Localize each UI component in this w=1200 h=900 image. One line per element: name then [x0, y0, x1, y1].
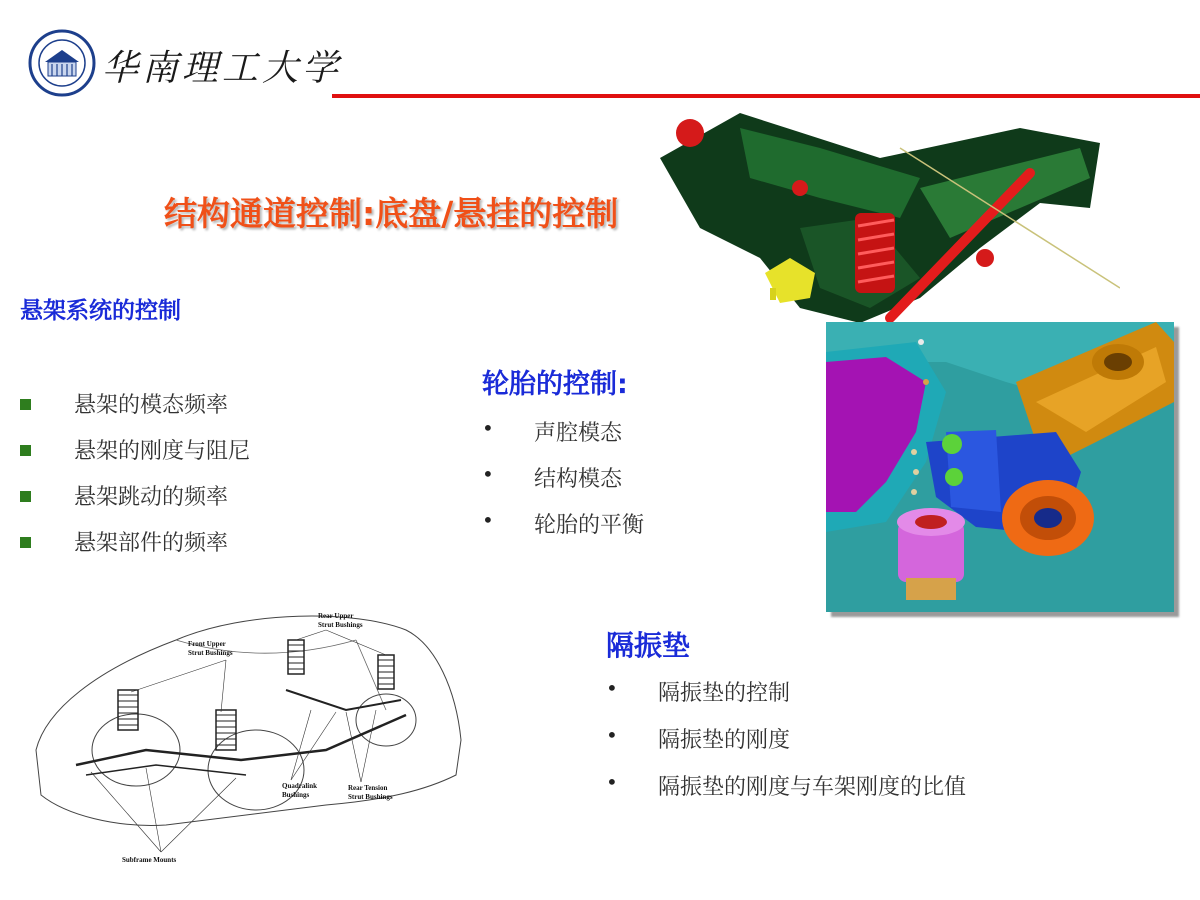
header-divider	[332, 94, 1200, 98]
dot-bullet-icon: •	[482, 508, 494, 532]
dot-bullet-icon: •	[482, 462, 494, 486]
label-rear-tension-1: Rear Tension	[348, 784, 388, 792]
label-front-upper-2: Strut Bushings	[188, 649, 233, 657]
dot-bullet-icon: •	[482, 416, 494, 440]
square-bullet-icon	[20, 537, 31, 548]
university-seal-icon	[28, 28, 102, 98]
label-rear-upper-1: Rear Upper	[318, 612, 354, 620]
square-bullet-icon	[20, 491, 31, 502]
suspension-heading: 悬架系统的控制	[20, 298, 181, 324]
square-bullet-icon	[20, 399, 31, 410]
car-suspension-diagram	[26, 600, 466, 870]
bushing-bracket-image	[826, 322, 1174, 612]
isolator-heading: 隔振垫	[606, 629, 691, 662]
dot-bullet-icon: •	[606, 770, 618, 794]
square-bullet-icon	[20, 445, 31, 456]
label-front-upper-1: Front Upper	[188, 640, 226, 648]
dot-bullet-icon: •	[606, 723, 618, 747]
tire-heading: 轮胎的控制:	[482, 369, 628, 400]
university-name: 华南理工大学	[102, 48, 343, 89]
suspension-assembly-image	[620, 108, 1120, 338]
label-rear-tension-2: Strut Bushings	[348, 793, 393, 801]
slide-title: 结构通道控制:底盘/悬挂的控制	[164, 194, 619, 233]
label-rear-upper-2: Strut Bushings	[318, 621, 363, 629]
label-subframe: Subframe Mounts	[122, 856, 177, 864]
dot-bullet-icon: •	[606, 676, 618, 700]
label-quadralink-1: Quadralink	[282, 782, 318, 790]
label-quadralink-2: Bushings	[282, 791, 310, 799]
